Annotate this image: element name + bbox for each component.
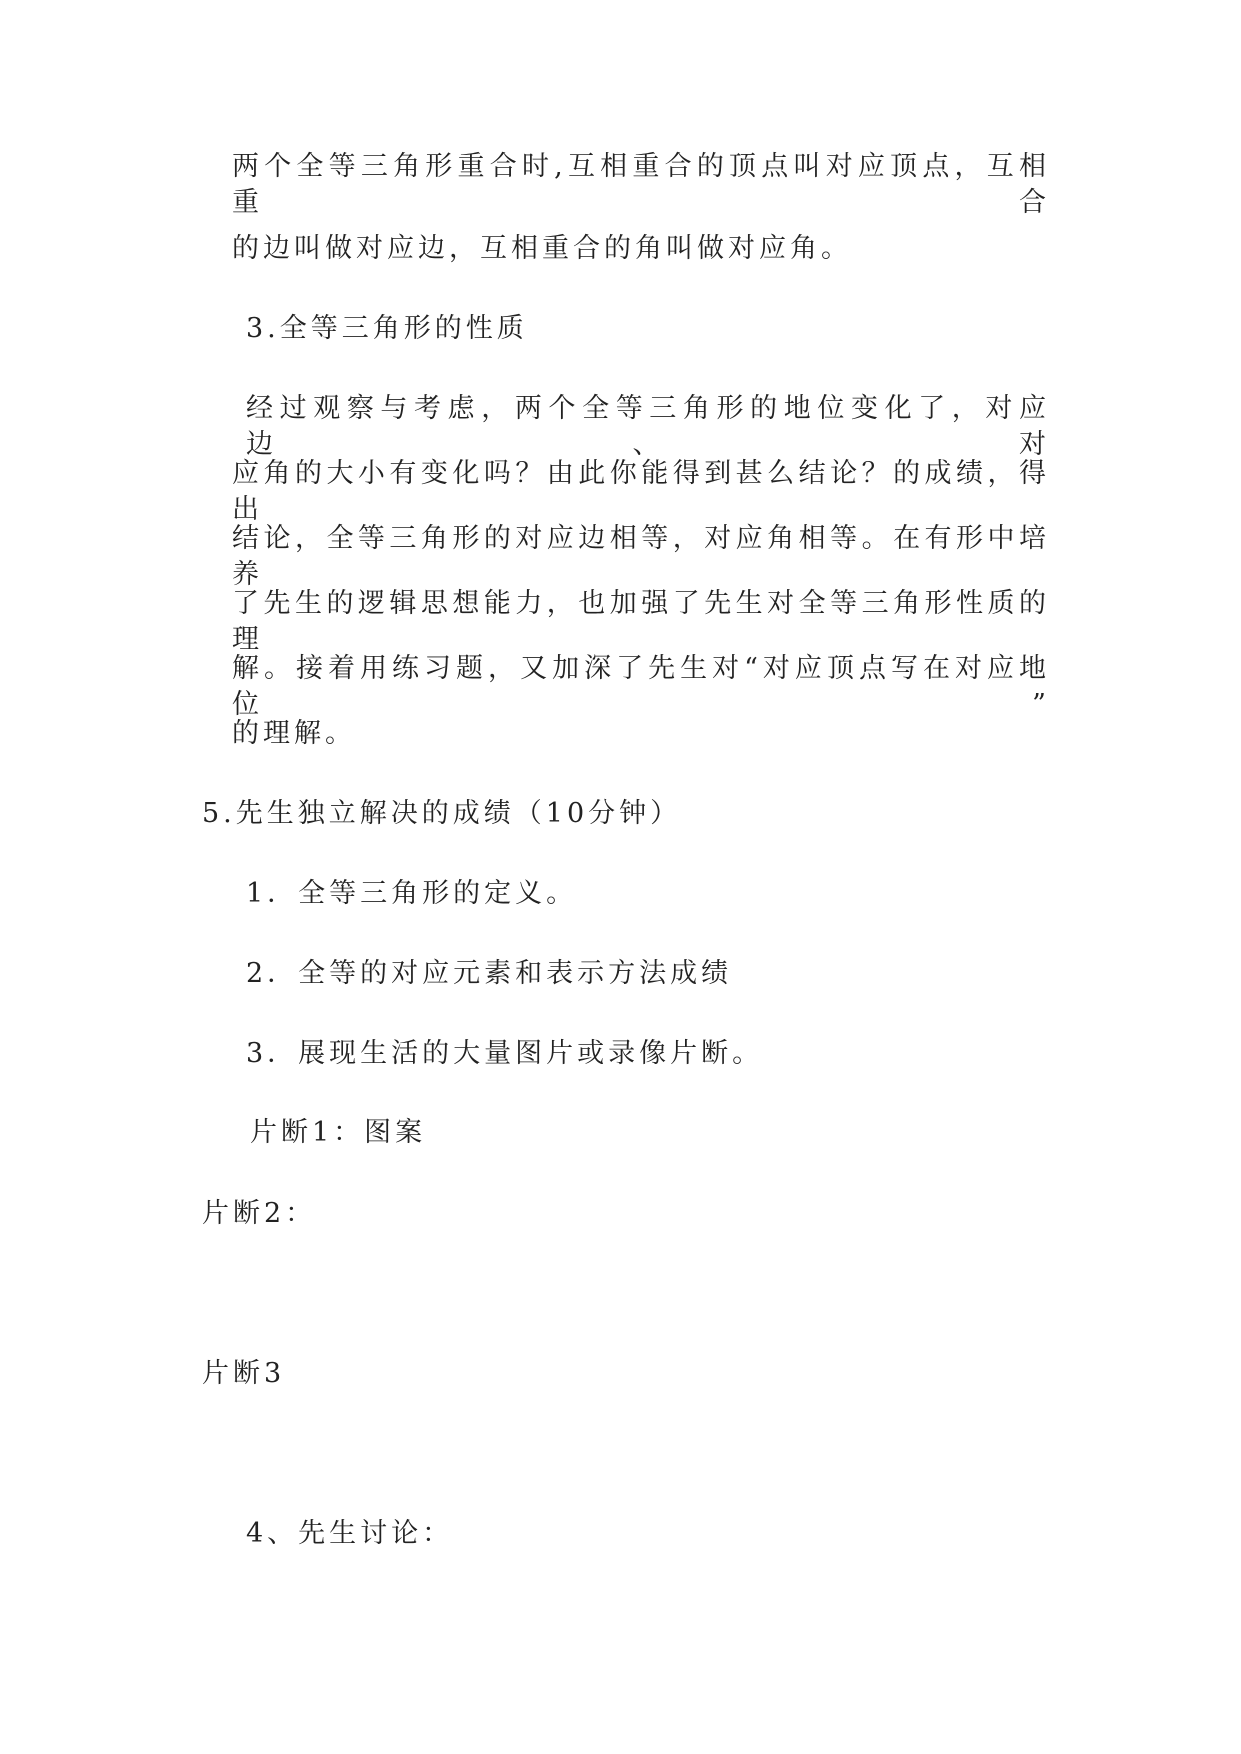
paragraph-line: 两个全等三角形重合时,互相重合的顶点叫对应顶点，互相重合 bbox=[232, 151, 1050, 218]
paragraph-line: 的边叫做对应边，互相重合的角叫做对应角。 bbox=[232, 233, 852, 264]
paragraph-line: 了先生的逻辑思想能力，也加强了先生对全等三角形性质的理 bbox=[232, 588, 1050, 655]
paragraph-line: 应角的大小有变化吗？由此你能得到甚么结论？的成绩，得出 bbox=[232, 458, 1050, 525]
paragraph-line: 结论，全等三角形的对应边相等，对应角相等。在有形中培养 bbox=[232, 523, 1050, 590]
list-item: 4、先生讨论： bbox=[246, 1518, 454, 1549]
paragraph-line: 的理解。 bbox=[232, 718, 356, 749]
fragment-label: 片断1：图案 bbox=[250, 1117, 427, 1148]
paragraph-line: 经过观察与考虑，两个全等三角形的地位变化了，对应边、对 bbox=[246, 393, 1050, 460]
section-heading: 3.全等三角形的性质 bbox=[246, 313, 528, 344]
fragment-label: 片断2： bbox=[202, 1198, 317, 1229]
fragment-label: 片断3 bbox=[202, 1358, 286, 1389]
list-item: 2．全等的对应元素和表示方法成绩 bbox=[246, 958, 733, 989]
section-heading: 5.先生独立解决的成绩（10分钟） bbox=[202, 798, 682, 829]
list-item: 3．展现生活的大量图片或录像片断。 bbox=[246, 1038, 764, 1069]
paragraph-line: 解。接着用练习题，又加深了先生对“对应顶点写在对应地位” bbox=[232, 653, 1050, 720]
list-item: 1．全等三角形的定义。 bbox=[246, 878, 578, 909]
